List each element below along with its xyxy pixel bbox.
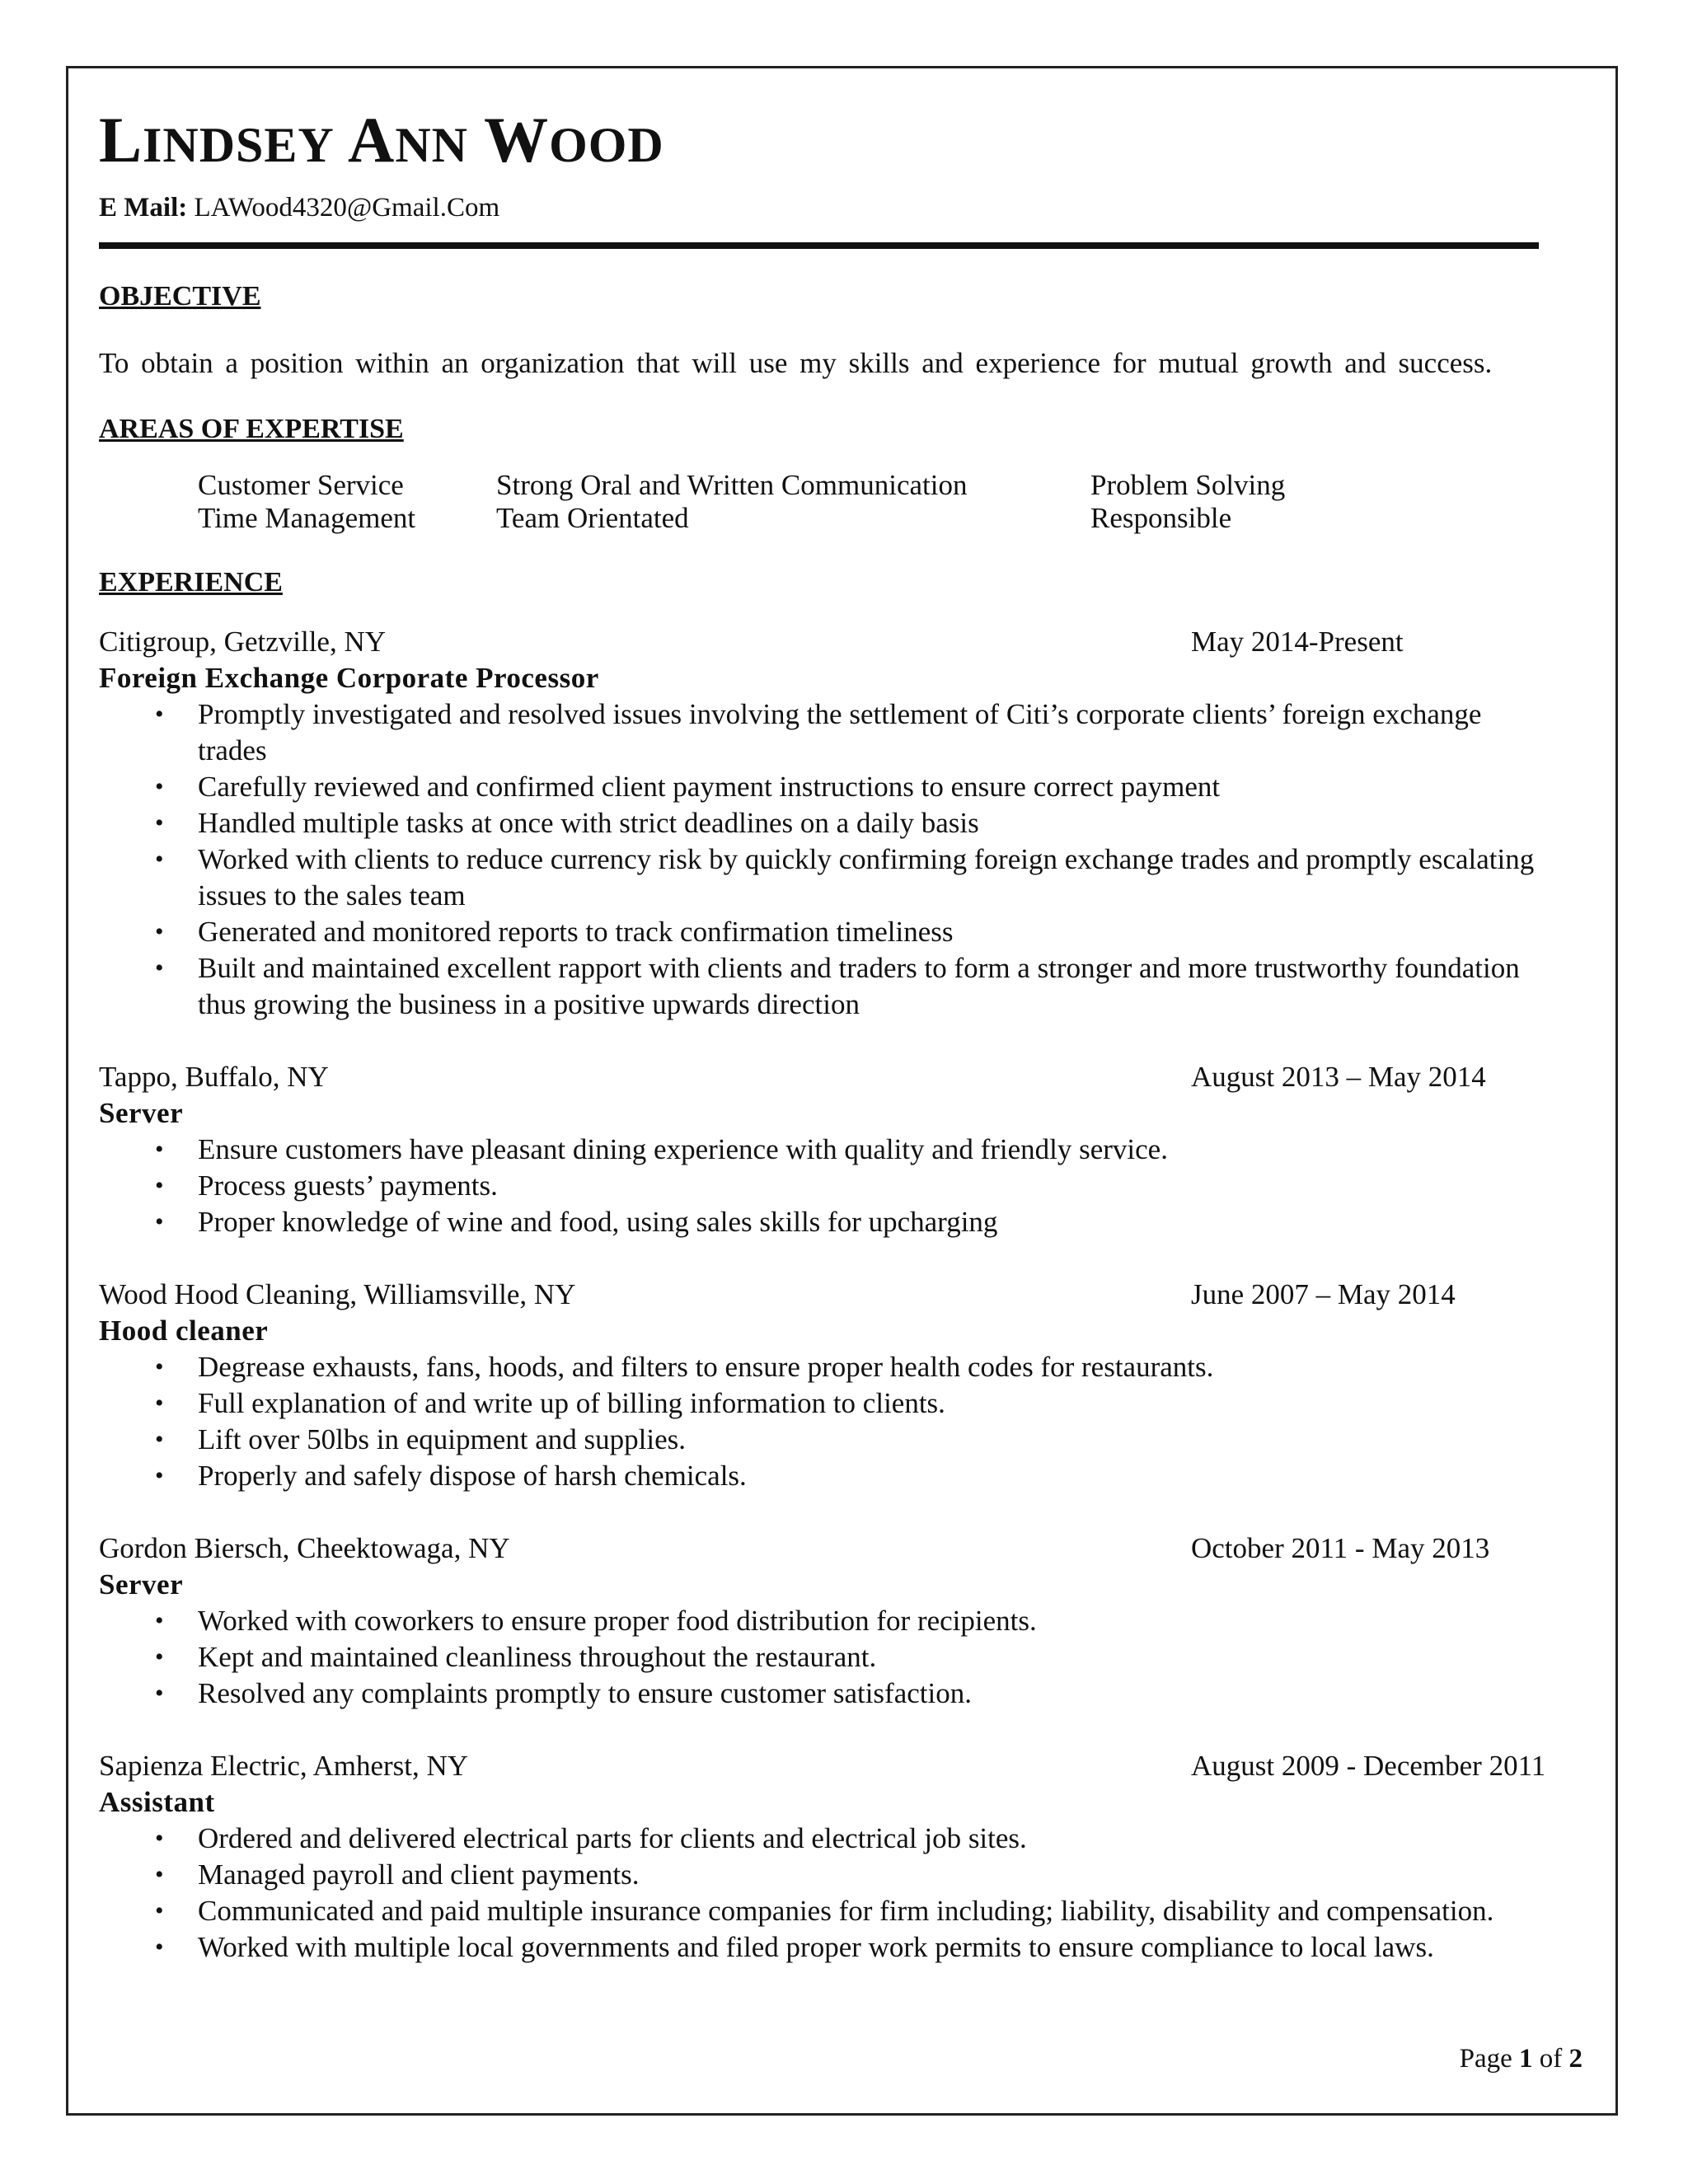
bullet-icon: • — [155, 1933, 164, 1961]
bullet-item: • Handled multiple tasks at once with strict deadlines on a daily basis — [99, 805, 1554, 841]
expertise-item: Time Management — [198, 502, 416, 534]
job-company: Tappo, Buffalo, NY — [99, 1061, 329, 1093]
job-title: Server — [99, 1568, 184, 1601]
bullet-icon: • — [155, 1462, 164, 1489]
bullet-icon: • — [155, 1607, 164, 1634]
expertise-item: Responsible — [1090, 502, 1232, 534]
job-entry — [99, 1748, 1550, 1966]
job-title: Hood cleaner — [99, 1315, 269, 1347]
bullet-item: • Worked with coworkers to ensure proper food distribution for recipients. — [99, 1603, 1554, 1639]
bullet-icon: • — [155, 1353, 164, 1380]
bullet-icon: • — [155, 1861, 164, 1888]
bullet-icon: • — [155, 1680, 164, 1707]
candidate-name: LINDSEY ANN WOOD — [99, 104, 664, 176]
job-bullets — [99, 1349, 1550, 1494]
bullet-item: • Ordered and delivered electrical parts for clients and electrical job sites. — [99, 1821, 1554, 1857]
bullet-icon: • — [155, 954, 164, 982]
bullet-item: • Process guests’ payments. — [99, 1168, 1554, 1204]
expertise-item: Team Orientated — [496, 502, 689, 534]
header-divider — [99, 242, 1539, 249]
objective-heading: OBJECTIVE — [99, 281, 261, 312]
bullet-icon: • — [155, 846, 164, 873]
experience-list — [99, 624, 1550, 1966]
email-line — [99, 191, 1550, 224]
job-company: Gordon Biersch, Cheektowaga, NY — [99, 1532, 510, 1564]
bullet-icon: • — [155, 1208, 164, 1235]
job-company: Sapienza Electric, Amherst, NY — [99, 1750, 469, 1782]
job-title: Assistant — [99, 1786, 215, 1818]
bullet-item: • Worked with clients to reduce currency risk by quickly confirming foreign exchange trades and promptly escalating issues to the sales team — [155, 843, 1535, 912]
job-header — [99, 1059, 1550, 1095]
bullet-icon: • — [155, 1172, 164, 1199]
bullet-item: • Lift over 50lbs in equipment and supplies. — [99, 1422, 1554, 1458]
job-dates: August 2013 – May 2014 — [1191, 1061, 1486, 1093]
job-dates: August 2009 - December 2011 — [1191, 1750, 1546, 1782]
job-entry — [99, 1059, 1550, 1240]
objective-text: To obtain a position within an organization that will use my skills and experience for mutual growth and success. — [99, 347, 1493, 379]
email-address: LAWood4320@Gmail.Com — [194, 193, 500, 223]
job-bullets — [99, 1603, 1550, 1712]
bullet-icon: • — [155, 1825, 164, 1852]
job-dates: May 2014-Present — [1191, 626, 1404, 658]
job-company: Wood Hood Cleaning, Williamsville, NY — [99, 1278, 576, 1310]
bullet-item: • Generated and monitored reports to track confirmation timeliness — [99, 914, 1554, 950]
bullet-icon: • — [155, 773, 164, 800]
expertise-grid — [198, 469, 1550, 535]
bullet-icon: • — [155, 1390, 164, 1417]
job-entry — [99, 1530, 1550, 1712]
bullet-item: • Promptly investigated and resolved issues involving the settlement of Citi’s corporate clients’ foreign exchange trades — [155, 698, 1482, 766]
job-header — [99, 1530, 1550, 1567]
expertise-item: Customer Service — [198, 469, 404, 501]
bullet-icon: • — [155, 1426, 164, 1453]
bullet-icon: • — [155, 918, 164, 945]
bullet-item: • Full explanation of and write up of billing information to clients. — [99, 1385, 1554, 1422]
job-entry — [99, 1277, 1550, 1494]
bullet-item: • Built and maintained excellent rapport with clients and traders to form a stronger and more trustworthy foundation thus growing the business in a positive upwards direction — [155, 952, 1520, 1020]
bullet-item: • Carefully reviewed and confirmed client payment instructions to ensure correct payment — [99, 769, 1554, 805]
bullet-item: • Proper knowledge of wine and food, using sales skills for upcharging — [99, 1204, 1554, 1240]
job-dates: June 2007 – May 2014 — [1191, 1278, 1456, 1310]
page-number: Page 1 of 2 — [1459, 2044, 1582, 2074]
bullet-item: • Worked with multiple local governments and filed proper work permits to ensure compliance to local laws. — [99, 1929, 1554, 1966]
bullet-icon: • — [155, 809, 164, 837]
job-company: Citigroup, Getzville, NY — [99, 626, 387, 658]
job-bullets — [99, 1821, 1550, 1966]
job-title: Foreign Exchange Corporate Processor — [99, 662, 599, 694]
expertise-item: Problem Solving — [1090, 469, 1286, 501]
bullet-item: • Resolved any complaints promptly to ensure customer satisfaction. — [99, 1675, 1554, 1712]
expertise-heading: AREAS OF EXPERTISE — [99, 414, 404, 444]
bullet-item: • Degrease exhausts, fans, hoods, and filters to ensure proper health codes for restaurants. — [99, 1349, 1554, 1385]
job-entry — [99, 624, 1550, 1023]
bullet-icon: • — [155, 701, 164, 728]
bullet-item: • Communicated and paid multiple insurance companies for firm including; liability, disability and compensation. — [99, 1893, 1554, 1929]
bullet-item: • Properly and safely dispose of harsh chemicals. — [99, 1458, 1554, 1494]
job-header — [99, 1277, 1550, 1313]
email-label: E Mail: — [99, 193, 188, 223]
job-header — [99, 1748, 1550, 1784]
job-bullets — [99, 696, 1550, 1023]
expertise-item: Strong Oral and Written Communication — [496, 469, 968, 501]
job-title: Server — [99, 1097, 184, 1129]
job-header — [99, 624, 1550, 660]
job-bullets — [99, 1132, 1550, 1240]
bullet-item: • Managed payroll and client payments. — [99, 1857, 1554, 1893]
job-dates: October 2011 - May 2013 — [1191, 1532, 1490, 1564]
bullet-icon: • — [155, 1897, 164, 1924]
bullet-item: • Kept and maintained cleanliness throughout the restaurant. — [99, 1639, 1554, 1675]
bullet-icon: • — [155, 1136, 164, 1163]
bullet-icon: • — [155, 1643, 164, 1671]
experience-heading: EXPERIENCE — [99, 567, 283, 598]
bullet-item: • Ensure customers have pleasant dining experience with quality and friendly service. — [99, 1132, 1554, 1168]
resume-body — [99, 99, 1550, 1966]
